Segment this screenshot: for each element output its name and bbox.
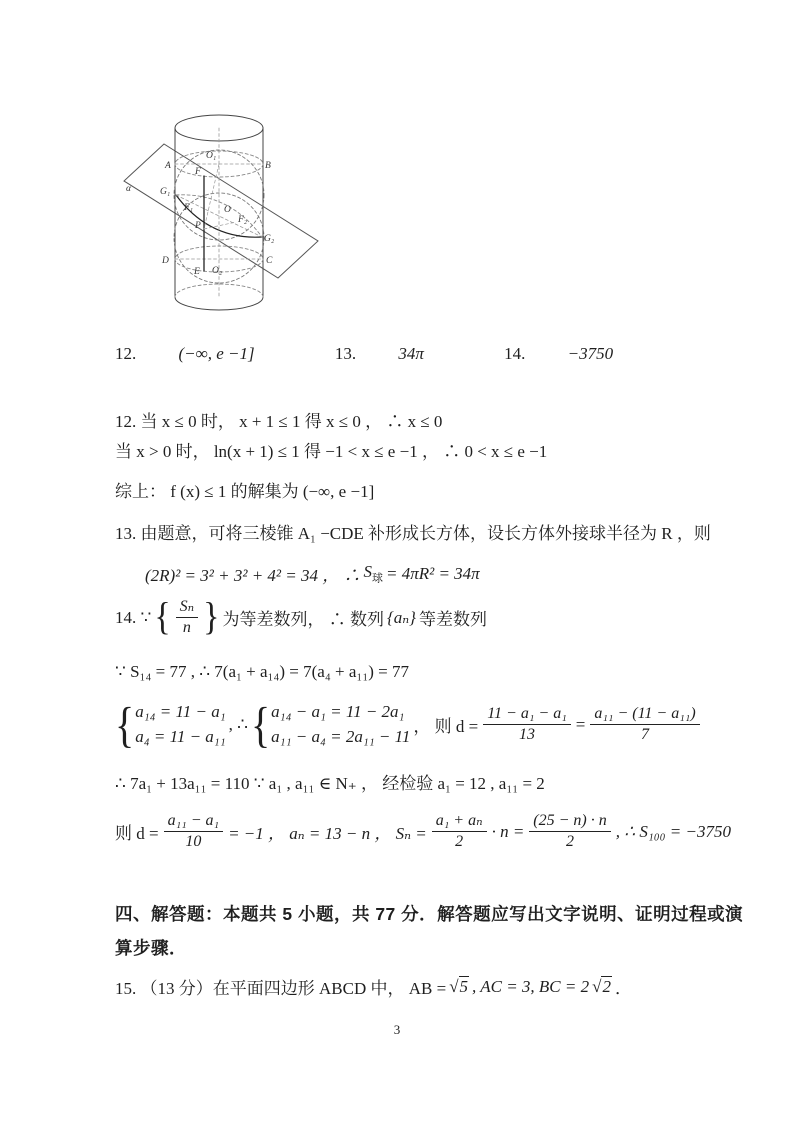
label-O1: O₁ bbox=[206, 151, 217, 161]
helper-dashed-lines bbox=[204, 164, 236, 229]
sequence-an: {aₙ} bbox=[386, 607, 416, 627]
equation-system-2 bbox=[250, 695, 411, 753]
solution-12-line-1: 12. 当 x ≤ 0 时， x + 1 ≤ 1 得 x ≤ 0 ， ∴ x ≤ 0 bbox=[115, 412, 443, 431]
s14-l1-prefix: 14. ∵ bbox=[115, 607, 152, 627]
answer-14-value: −3750 bbox=[567, 344, 614, 363]
answer-13 bbox=[335, 344, 462, 363]
label-F2: F₂ bbox=[238, 215, 248, 225]
q15-statement-middle: , AC = 3, BC = 2 bbox=[472, 976, 590, 996]
answer-12 bbox=[115, 344, 293, 363]
system-2-row-1: a₁₄ − a₁ = 11 − 2a₁ bbox=[271, 702, 405, 721]
answer-12-value: (−∞, e −1] bbox=[178, 344, 255, 363]
fraction-denominator: 2 bbox=[455, 833, 464, 851]
s14-l5-then-d: 则 d = bbox=[115, 824, 159, 844]
label-C: C bbox=[266, 256, 273, 266]
answer-13-label: 13. bbox=[334, 344, 357, 363]
fraction-numerator: 11 − a₁ − a₁ bbox=[483, 705, 571, 725]
fraction-numerator: a₁₁ − a₁ bbox=[164, 812, 223, 832]
cylinder-dandelin-figure bbox=[118, 106, 338, 331]
label-G2: G₂ bbox=[264, 234, 275, 244]
right-curly-brace: } bbox=[203, 596, 220, 639]
Sn-fraction-1 bbox=[432, 812, 487, 852]
label-B: B bbox=[265, 161, 271, 171]
left-curly-brace: { bbox=[154, 596, 171, 639]
radicand: 5 bbox=[459, 976, 469, 996]
label-A: A bbox=[165, 161, 171, 171]
solution-14-line-1 bbox=[115, 598, 487, 638]
solution-14-line-3 bbox=[115, 695, 702, 753]
s14-l1-suffix: 等差数列 bbox=[418, 610, 487, 630]
solution-14-line-2: ∵ S₁₄ = 77 , ∴ 7(a₁ + a₁₄) = 7(a₄ + a₁₁) = 77 bbox=[115, 662, 410, 681]
page-number: 3 bbox=[393, 1022, 401, 1037]
s14-l5-an-Sn: = −1 ， aₙ = 13 − n ， Sₙ = bbox=[228, 824, 427, 844]
system-2-brace: { bbox=[250, 695, 271, 753]
solution-14-line-5 bbox=[115, 812, 731, 852]
fraction-denominator: n bbox=[182, 619, 191, 637]
q15-statement-start: 15. （13 分）在平面四边形 ABCD 中， AB = bbox=[115, 979, 447, 998]
sphere-area-symbol bbox=[363, 562, 383, 585]
answers-row bbox=[115, 344, 689, 364]
sphere-subscript: 球 bbox=[371, 572, 383, 585]
fraction-numerator: a₁ + aₙ bbox=[432, 812, 487, 832]
system-1-brace: { bbox=[115, 695, 135, 753]
label-E: E bbox=[194, 267, 200, 277]
system-1-row-2: a₄ = 11 − a₁₁ bbox=[135, 726, 226, 746]
label-alpha: α bbox=[126, 184, 131, 194]
radical-sign: √ bbox=[592, 976, 602, 996]
label-O: O bbox=[224, 205, 231, 215]
fraction-denominator: 7 bbox=[641, 726, 649, 744]
Sn-over-n-fraction bbox=[176, 598, 198, 638]
s14-l1-text: 为等差数列， ∴ 数列 bbox=[222, 610, 384, 630]
d-fraction-2 bbox=[590, 705, 699, 745]
label-O2: O₂ bbox=[212, 266, 223, 276]
fraction-numerator: Sₙ bbox=[176, 598, 198, 618]
fraction-numerator: (25 − n) · n bbox=[529, 812, 610, 832]
times-n-equals: · n = bbox=[491, 821, 525, 841]
S-symbol: S bbox=[363, 561, 372, 581]
solution-13-line-2 bbox=[145, 561, 480, 586]
fraction-numerator: a₁₁ − (11 − a₁₁) bbox=[590, 705, 699, 725]
q15-statement-end: ． bbox=[614, 979, 632, 998]
label-G1: G₁ bbox=[160, 187, 171, 197]
label-F: F bbox=[195, 167, 201, 177]
answer-13-value: 34π bbox=[398, 344, 424, 363]
d-fraction-1 bbox=[483, 705, 571, 745]
label-F1: F₁ bbox=[184, 203, 194, 213]
sqrt-5 bbox=[449, 977, 469, 997]
section-4-header-line-1: 四、解答题：本题共 5 小题，共 77 分．解答题应写出文字说明、证明过程或演 bbox=[115, 904, 744, 924]
d-value-fraction bbox=[164, 812, 223, 852]
s14-l3-then-d: ， 则 d = bbox=[413, 717, 479, 737]
cylinder-bottom-front-arc bbox=[175, 297, 263, 310]
sphere-area-value: = 4πR² = 34π bbox=[385, 563, 480, 583]
section-4-header-line-2: 算步骤． bbox=[115, 938, 187, 958]
solution-13-line-1: 13. 由题意，可将三棱锥 A₁ −CDE 补形成长方体，设长方体外接球半径为 R ，则 bbox=[115, 524, 711, 543]
equals-sign: = bbox=[575, 714, 586, 734]
fraction-denominator: 13 bbox=[518, 726, 535, 744]
solution-12-line-3: 综上： f (x) ≤ 1 的解集为 (−∞, e −1] bbox=[115, 482, 375, 501]
fraction-denominator: 2 bbox=[566, 833, 575, 851]
label-P: P bbox=[195, 221, 201, 231]
s14-l5-result: , ∴ S₁₀₀ = −3750 bbox=[615, 821, 731, 841]
sqrt-2 bbox=[592, 977, 612, 997]
solution-14-line-4: ∴ 7a₁ + 13a₁₁ = 110 ∵ a₁ , a₁₁ ∈ N₊ ， 经检验 a₁ = 12 , a₁₁ = 2 bbox=[115, 774, 545, 793]
s14-l3-therefore: , ∴ bbox=[228, 714, 248, 734]
sphere-radius-equation: (2R)² = 3² + 3² + 4² = 34 ， ∴ bbox=[145, 566, 361, 585]
radicand: 2 bbox=[602, 976, 611, 996]
question-15 bbox=[115, 974, 632, 999]
solution-12-line-2: 当 x > 0 时， ln(x + 1) ≤ 1 得 −1 < x ≤ e −1 ， ∴ 0 < x ≤ e −1 bbox=[115, 442, 548, 461]
Sn-fraction-2 bbox=[529, 812, 610, 852]
answer-12-label: 12. bbox=[115, 344, 137, 363]
system-2-row-2: a₁₁ − a₄ = 2a₁₁ − 11 bbox=[271, 726, 411, 746]
equation-system-1 bbox=[115, 695, 226, 753]
radical-sign: √ bbox=[449, 976, 459, 996]
system-1-row-1: a₁₄ = 11 − a₁ bbox=[135, 702, 226, 721]
label-D: D bbox=[162, 256, 169, 266]
fraction-denominator: 10 bbox=[185, 833, 202, 851]
answer-14 bbox=[504, 344, 651, 363]
answer-14-label: 14. bbox=[504, 344, 526, 363]
